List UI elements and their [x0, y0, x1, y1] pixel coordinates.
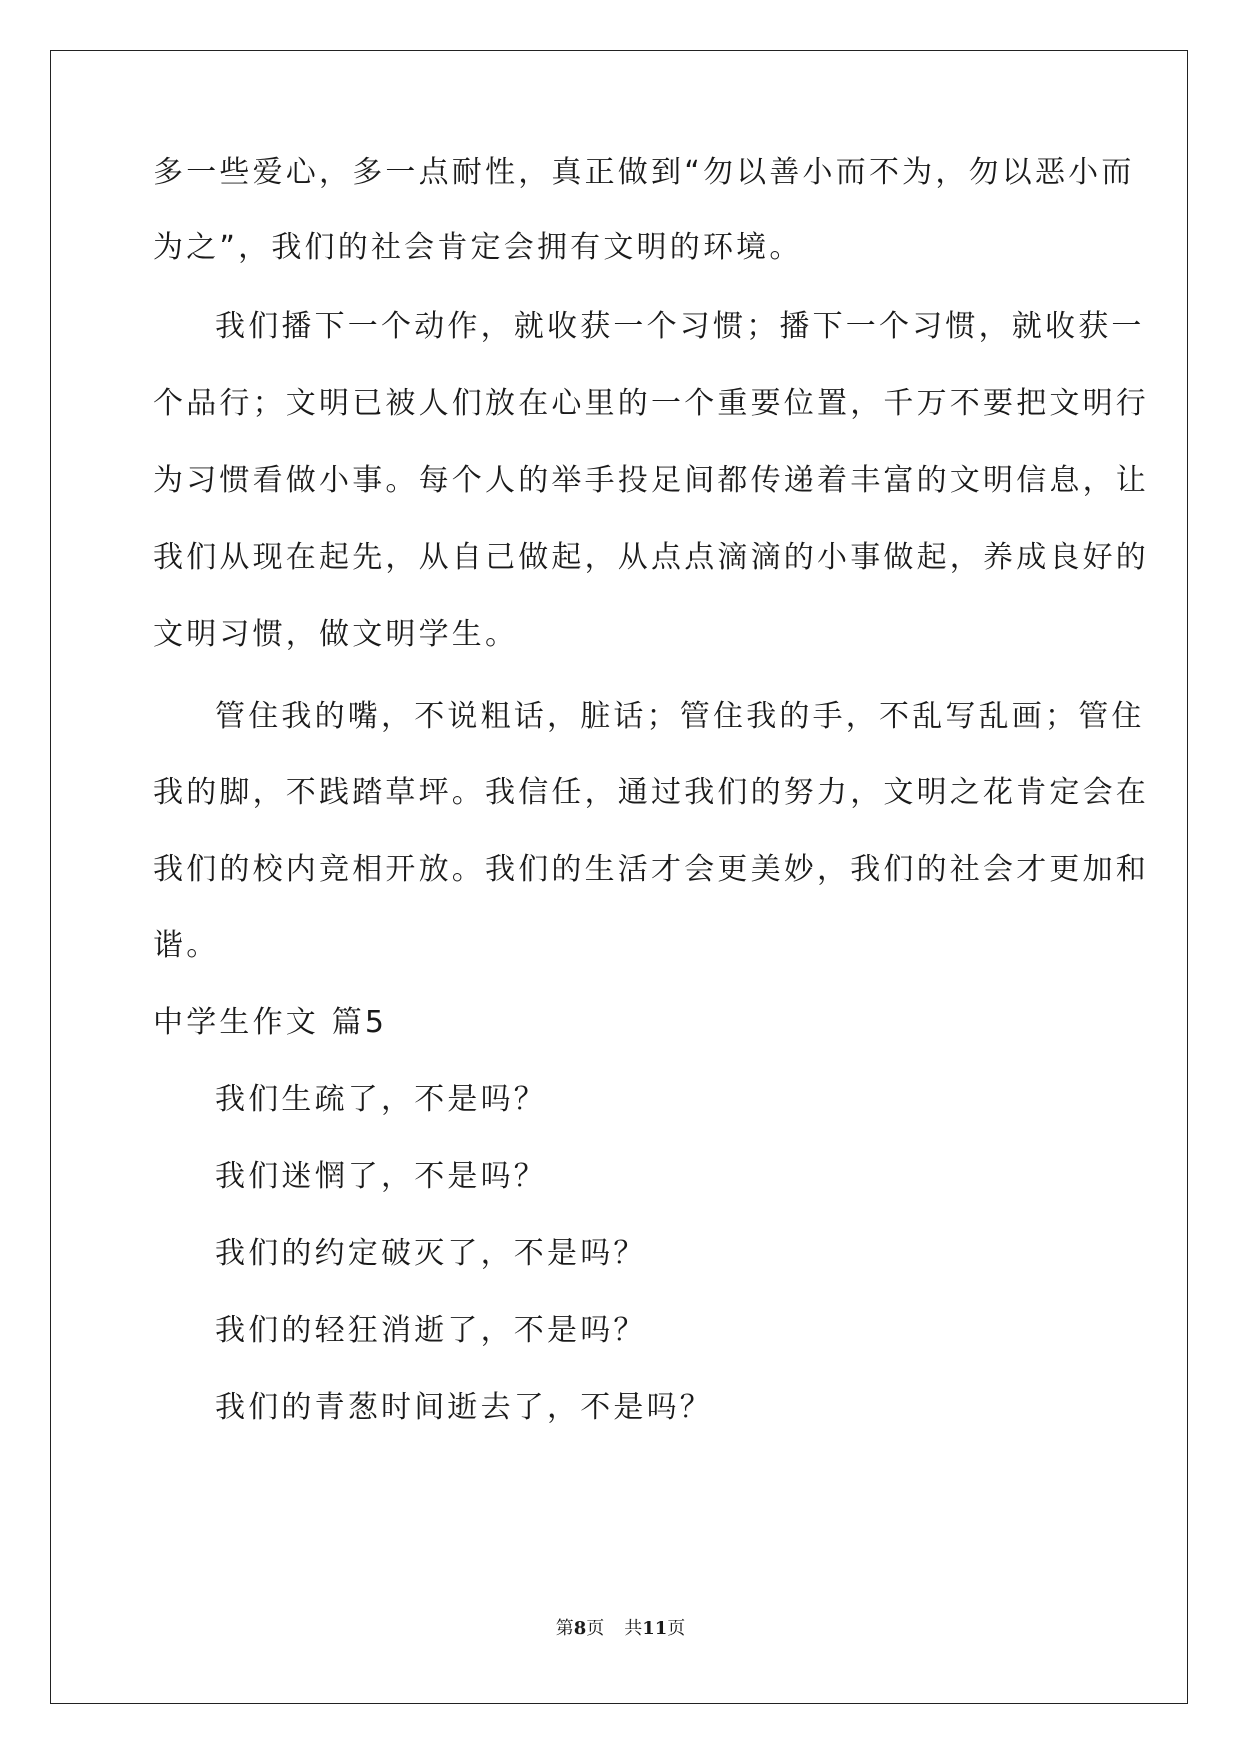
short-line-4: 我们的轻狂消逝了，不是吗？ [215, 1313, 647, 1348]
paragraph-2-line-1: 我们播下一个动作，就收获一个习惯；播下一个习惯，就收获一 [215, 309, 1145, 344]
paragraph-3-line-4: 谐。 [153, 928, 220, 963]
short-line-1: 我们生疏了，不是吗？ [215, 1082, 547, 1117]
paragraph-3-line-1: 管住我的嘴，不说粗话，脏话；管住我的手，不乱写乱画；管住 [215, 699, 1145, 734]
paragraph-2-line-3: 为习惯看做小事。每个人的举手投足间都传递着丰富的文明信息，让 [153, 463, 1149, 498]
paragraph-2-line-5: 文明习惯，做文明学生。 [153, 617, 519, 652]
paragraph-3-line-3: 我们的校内竞相开放。我们的生活才会更美妙，我们的社会才更加和 [153, 852, 1149, 887]
short-line-2: 我们迷惘了，不是吗？ [215, 1159, 547, 1194]
page-total: 共11页 [624, 1618, 686, 1639]
paragraph-1-line-1: 多一些爱心，多一点耐性，真正做到“勿以善小而不为，勿以恶小而 [153, 155, 1135, 190]
short-line-5: 我们的青葱时间逝去了，不是吗？ [215, 1390, 713, 1425]
paragraph-3-line-2: 我的脚，不践踏草坪。我信任，通过我们的努力，文明之花肯定会在 [153, 775, 1149, 810]
paragraph-2-line-2: 个品行；文明已被人们放在心里的一个重要位置，千万不要把文明行 [153, 386, 1149, 421]
page-number: 第8页 [555, 1618, 605, 1639]
section-heading: 中学生作文 篇5 [153, 1005, 388, 1040]
short-line-3: 我们的约定破灭了，不是吗？ [215, 1236, 647, 1271]
paragraph-2-line-4: 我们从现在起先，从自己做起，从点点滴滴的小事做起，养成良好的 [153, 540, 1149, 575]
page-footer [0, 1617, 1241, 1641]
paragraph-1-line-2: 为之”，我们的社会肯定会拥有文明的环境。 [153, 230, 803, 265]
